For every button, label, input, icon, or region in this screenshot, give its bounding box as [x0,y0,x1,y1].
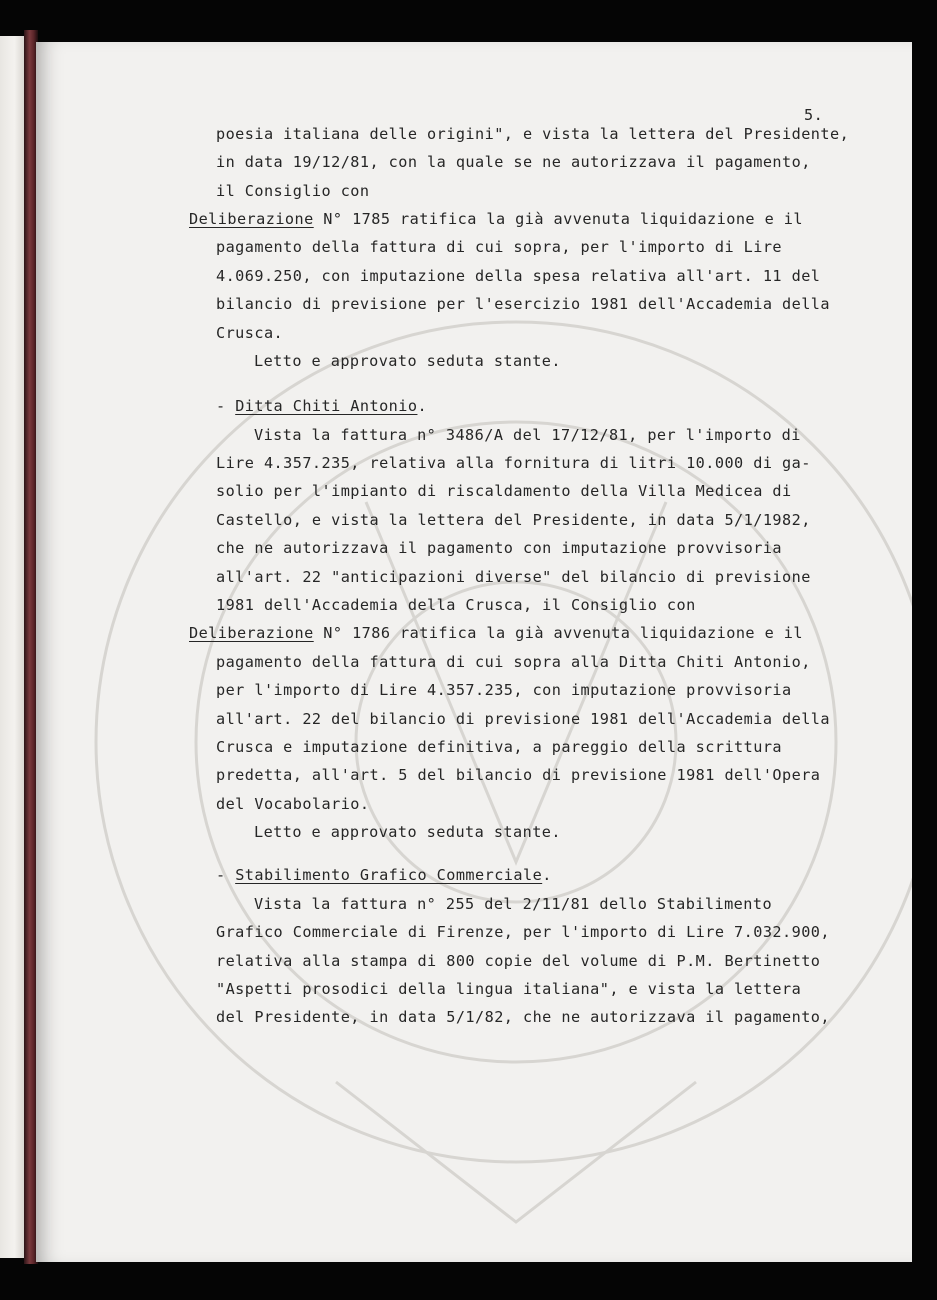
text-line-23: Crusca e imputazione definitiva, a pareggio della scrittura [216,738,783,756]
heading-ditta-chiti-label: Ditta Chiti Antonio [235,397,418,415]
approval-line-1: Letto e approvato seduta stante. [254,352,561,370]
text-line-16: che ne autorizzava il pagamento con imputazione provvisoria [216,539,783,557]
deliberation-line-1786 [189,624,803,642]
text-line-30: Grafico Commerciale di Firenze, per l'importo di Lire 7.032.900, [216,923,830,941]
document-page [36,42,912,1262]
heading-period: . [417,397,428,415]
text-line-25: del Vocabolario. [216,795,370,813]
text-line-33: del Presidente, in data 5/1/82, che ne autorizzava il pagamento, [216,1008,830,1026]
text-line-21: per l'importo di Lire 4.357.235, con imputazione provvisoria [216,681,792,699]
heading-period: . [542,866,552,884]
text-line-22: all'art. 22 del bilancio di previsione 1981 dell'Accademia della [216,710,830,728]
deliberation-line-1785 [189,210,803,228]
text-line-29: Vista la fattura n° 255 del 2/11/81 dello Stabilimento [254,895,773,913]
text-line-5: pagamento della fattura di cui sopra, per l'importo di Lire [216,238,783,256]
text-line-3: il Consiglio con [216,182,370,200]
text-line-13: Lire 4.357.235, relativa alla fornitura di litri 10.000 di ga- [216,454,811,472]
deliberation-label: Deliberazione [189,624,314,642]
left-page-edge [0,36,24,1258]
text-line-7: bilancio di previsione per l'esercizio 1981 dell'Accademia della [216,295,830,313]
heading-stabilimento [216,866,552,884]
text-line-12: Vista la fattura n° 3486/A del 17/12/81, per l'importo di [254,426,801,444]
text-line-8: Crusca. [216,324,284,342]
deliberation-text: N° 1785 ratifica la già avvenuta liquidazione e il [313,210,803,228]
heading-dash: - [216,397,236,415]
text-line-32: "Aspetti prosodici della lingua italiana", e vista la lettera [216,980,802,998]
text-line-24: predetta, all'art. 5 del bilancio di previsione 1981 dell'Opera [216,766,821,784]
deliberation-text: N° 1786 ratifica la già avvenuta liquidazione e il [313,624,803,642]
text-line-14: solio per l'impianto di riscaldamento della Villa Medicea di [216,482,792,500]
text-line-18: 1981 dell'Accademia della Crusca, il Consiglio con [216,596,696,614]
text-line-6: 4.069.250, con imputazione della spesa relativa all'art. 11 del [216,267,821,285]
heading-ditta-chiti [216,397,427,415]
text-line-2: in data 19/12/81, con la quale se ne autorizzava il pagamento, [216,153,811,171]
text-line-15: Castello, e vista la lettera del Presidente, in data 5/1/1982, [216,511,811,529]
page-number: 5. [804,106,824,124]
text-line-1: poesia italiana delle origini", e vista la lettera del Presidente, [216,125,850,143]
heading-stabilimento-label: Stabilimento Grafico Commerciale [235,866,543,884]
heading-dash: - [216,866,236,884]
text-line-20: pagamento della fattura di cui sopra alla Ditta Chiti Antonio, [216,653,811,671]
deliberation-label: Deliberazione [189,210,314,228]
text-line-17: all'art. 22 "anticipazioni diverse" del bilancio di previsione [216,568,811,586]
approval-line-2: Letto e approvato seduta stante. [254,823,561,841]
text-line-31: relativa alla stampa di 800 copie del volume di P.M. Bertinetto [216,952,821,970]
